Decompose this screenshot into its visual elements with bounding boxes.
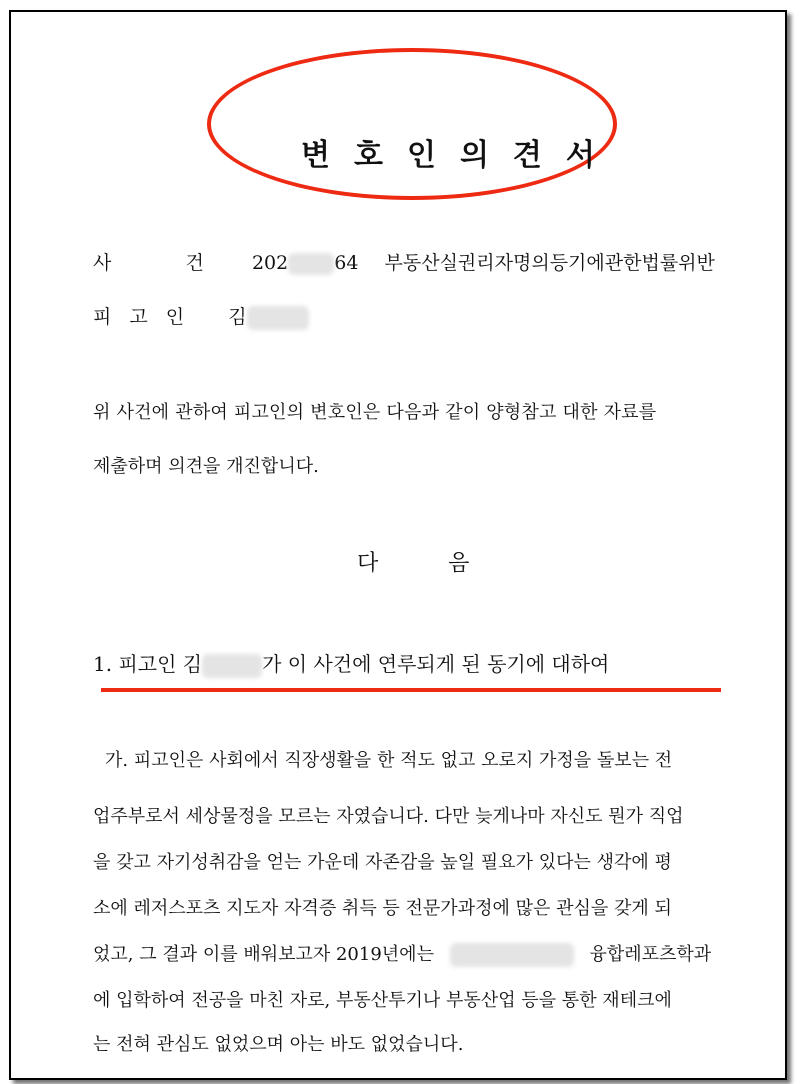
para-line-1: 가. 피고인은 사회에서 직장생활을 한 적도 없고 오로지 가정을 돌보는 전 [105,750,673,771]
defendant-label: 피 고 인 [93,306,191,328]
intro-line-1: 위 사건에 관하여 피고인의 변호인은 다음과 같이 양형참고 대한 자료를 [93,402,657,423]
section-1-prefix: 1. 피고인 김 [93,652,203,676]
case-label: 사 건 [93,252,214,274]
para-line-3: 을 갖고 자기성취감을 얻는 가운데 자존감을 높일 필요가 있다는 생각에 평 [93,852,672,873]
heading-next: 다 음 [357,551,470,576]
para-line-5-text: 었고, 그 결과 이를 배워보고자 2019년에는 [93,944,434,965]
case-number-prefix: 202 [251,252,289,274]
case-number-suffix: 64 [334,252,359,274]
case-row [93,248,715,275]
redacted-defendant-name-2 [202,654,262,678]
redacted-university-name [450,943,574,967]
intro-line-2: 제출하며 의견을 개진합니다. [93,456,319,477]
redacted-defendant-name [247,306,309,330]
section-1-heading [93,648,609,678]
para-line-5 [93,940,711,967]
section-1-suffix: 가 이 사건에 연루되게 된 동기에 대하여 [262,652,610,676]
para-line-2: 업주부로서 세상물정을 모르는 자였습니다. 다만 늦게나마 자신도 뭔가 직업 [93,806,684,827]
defendant-row [93,302,309,330]
para-line-6: 에 입학하여 전공을 마친 자로, 부동산투기나 부동산업 등을 통한 재테크에 [93,990,672,1011]
para-line-5-suffix: 융합레포츠학과 [589,944,712,965]
case-name: 부동산실권리자명의등기에관한법률위반 [384,252,715,274]
para-line-7: 는 전혀 관심도 없었으며 아는 바도 없었습니다. [93,1034,464,1055]
redacted-case-number [288,253,334,275]
document-page [9,10,787,1080]
para-line-4: 소에 레저스포츠 지도자 자격증 취득 등 전문가과정에 많은 관심을 갖게 되 [93,898,672,919]
section-1-red-underline [101,688,721,692]
title-highlight-oval [207,48,617,200]
document-title: 변호인의견서 [301,138,619,173]
defendant-initial: 김 [228,306,247,328]
